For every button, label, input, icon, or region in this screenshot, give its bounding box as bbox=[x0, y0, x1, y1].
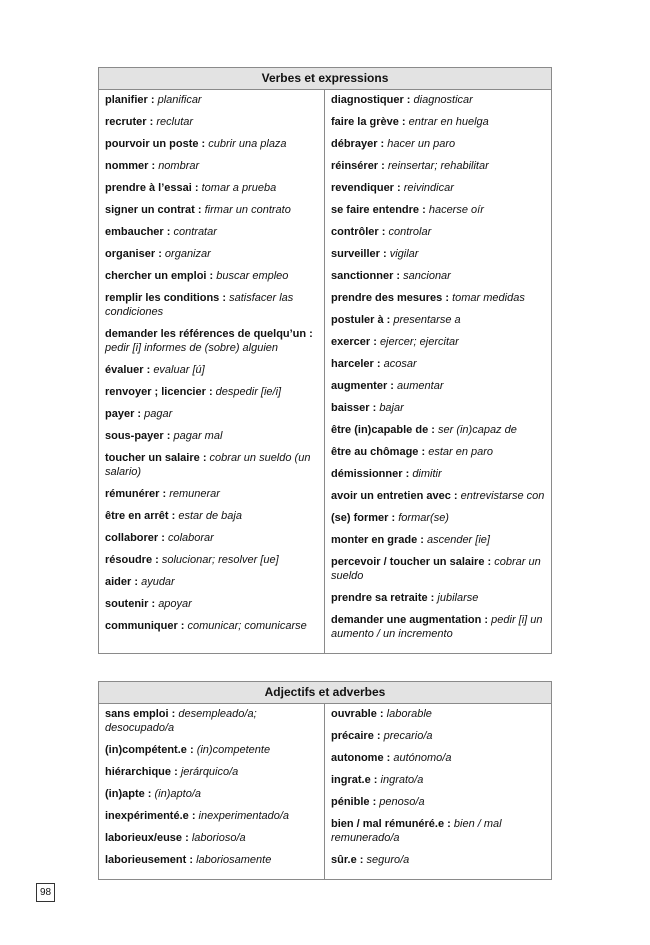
vocab-entry bbox=[105, 707, 318, 735]
vocab-translation: apoyar bbox=[158, 598, 192, 610]
vocab-translation: laboriosamente bbox=[196, 854, 272, 866]
vocab-entry bbox=[105, 407, 318, 421]
vocab-entry bbox=[331, 729, 545, 743]
vocab-entry bbox=[105, 553, 318, 567]
vocab-entry bbox=[105, 385, 318, 399]
vocab-term: sous-payer bbox=[105, 430, 164, 442]
vocab-translation: inexperimentado/a bbox=[198, 810, 290, 822]
vocab-translation: penoso/a bbox=[379, 796, 425, 808]
term-separator: : bbox=[369, 796, 380, 808]
vocab-translation: reivindicar bbox=[403, 182, 454, 194]
vocab-entry bbox=[331, 613, 545, 641]
vocab-entry bbox=[105, 787, 318, 801]
vocab-term: être en arrêt bbox=[105, 510, 169, 522]
vocab-translation: acosar bbox=[383, 358, 417, 370]
vocab-term: être (in)capable de bbox=[331, 424, 429, 436]
vocab-translation: contratar bbox=[173, 226, 217, 238]
vocab-entry bbox=[331, 203, 545, 217]
term-separator: : bbox=[481, 614, 492, 626]
term-separator: : bbox=[442, 292, 453, 304]
term-separator: : bbox=[377, 138, 388, 150]
vocab-entry bbox=[331, 817, 545, 845]
verbs-table-title: Verbes et expressions bbox=[99, 68, 551, 90]
vocab-term: inexpérimenté.e bbox=[105, 810, 189, 822]
vocab-term: autonome bbox=[331, 752, 384, 764]
vocab-term: monter en grade bbox=[331, 534, 418, 546]
vocab-term: débrayer bbox=[331, 138, 378, 150]
vocab-translation: (in)apto/a bbox=[154, 788, 201, 800]
term-separator: : bbox=[387, 380, 398, 392]
vocab-entry bbox=[331, 853, 545, 867]
vocab-entry bbox=[331, 335, 545, 349]
vocab-entry bbox=[331, 751, 545, 765]
vocab-term: signer un contrat bbox=[105, 204, 195, 216]
vocab-entry bbox=[105, 575, 318, 589]
vocab-translation: laborioso/a bbox=[191, 832, 246, 844]
vocab-translation: remunerar bbox=[169, 488, 220, 500]
vocab-entry bbox=[105, 619, 318, 633]
vocab-translation: pedir [i] un aumento / un incremento bbox=[331, 614, 543, 640]
vocab-entry bbox=[105, 487, 318, 501]
vocab-translation: nombrar bbox=[158, 160, 200, 172]
vocab-term: contrôler bbox=[331, 226, 379, 238]
term-separator: : bbox=[398, 116, 409, 128]
vocab-term: surveiller bbox=[331, 248, 380, 260]
term-separator: : bbox=[168, 510, 179, 522]
vocab-term: diagnostiquer bbox=[331, 94, 404, 106]
vocab-term: soutenir bbox=[105, 598, 149, 610]
vocab-entry bbox=[331, 489, 545, 503]
verbs-table-body bbox=[99, 90, 551, 653]
vocab-entry bbox=[331, 269, 545, 283]
vocab-term: communiquer bbox=[105, 620, 178, 632]
vocab-entry bbox=[105, 743, 318, 757]
vocab-entry bbox=[105, 269, 318, 283]
term-separator: : bbox=[450, 490, 461, 502]
vocab-translation: diagnosticar bbox=[413, 94, 473, 106]
vocab-term: sans emploi bbox=[105, 708, 169, 720]
vocab-entry bbox=[331, 247, 545, 261]
term-separator: : bbox=[158, 532, 168, 544]
vocab-entry bbox=[331, 115, 545, 129]
vocab-term: prendre des mesures bbox=[331, 292, 443, 304]
vocab-translation: solucionar; resolver [ue] bbox=[161, 554, 279, 566]
vocab-translation: despedir [ie/i] bbox=[215, 386, 282, 398]
vocab-entry bbox=[331, 313, 545, 327]
vocab-entry bbox=[105, 831, 318, 845]
vocab-term: toucher un salaire bbox=[105, 452, 200, 464]
vocab-translation: cubrir una plaza bbox=[208, 138, 287, 150]
vocab-translation: hacer un paro bbox=[387, 138, 456, 150]
vocab-translation: aumentar bbox=[397, 380, 444, 392]
vocab-translation: cobrar un sueldo (un salario) bbox=[105, 452, 311, 478]
vocab-entry bbox=[105, 809, 318, 823]
vocab-term: sûr.e bbox=[331, 854, 357, 866]
vocab-translation: reclutar bbox=[156, 116, 194, 128]
vocab-term: précaire bbox=[331, 730, 374, 742]
vocab-translation: ingrato/a bbox=[380, 774, 424, 786]
vocab-term: avoir un entretien avec bbox=[331, 490, 451, 502]
vocab-translation: laborable bbox=[386, 708, 432, 720]
vocab-entry bbox=[105, 327, 318, 355]
vocab-translation: estar de baja bbox=[178, 510, 242, 522]
term-separator: : bbox=[388, 512, 399, 524]
vocab-translation: pagar bbox=[144, 408, 173, 420]
vocab-term: aider bbox=[105, 576, 132, 588]
vocab-term: ingrat.e bbox=[331, 774, 371, 786]
vocab-entry bbox=[105, 451, 318, 479]
vocab-translation: comunicar; comunicarse bbox=[187, 620, 307, 632]
vocab-term: augmenter bbox=[331, 380, 388, 392]
term-separator: : bbox=[379, 248, 390, 260]
term-separator: : bbox=[402, 468, 413, 480]
term-separator: : bbox=[205, 386, 216, 398]
term-separator: : bbox=[146, 116, 157, 128]
verbs-right-column bbox=[325, 90, 551, 653]
term-separator: : bbox=[152, 554, 162, 566]
vocab-term: collaborer bbox=[105, 532, 159, 544]
vocab-translation: buscar empleo bbox=[216, 270, 289, 282]
vocab-term: demander les références de quelqu’un bbox=[105, 328, 307, 340]
vocab-entry bbox=[105, 203, 318, 217]
vocab-translation: evaluar [ú] bbox=[153, 364, 205, 376]
vocab-term: (in)apte bbox=[105, 788, 145, 800]
vocab-translation: tomar a prueba bbox=[201, 182, 277, 194]
vocab-translation: vigilar bbox=[389, 248, 419, 260]
term-separator: : bbox=[484, 556, 495, 568]
vocab-term: pourvoir un poste bbox=[105, 138, 199, 150]
term-separator: : bbox=[134, 408, 145, 420]
term-separator: : bbox=[428, 424, 438, 436]
adjectives-table-body bbox=[99, 704, 551, 879]
term-separator: : bbox=[383, 752, 394, 764]
term-separator: : bbox=[378, 226, 389, 238]
term-separator: : bbox=[403, 94, 414, 106]
term-separator: : bbox=[427, 592, 438, 604]
term-separator: : bbox=[393, 182, 404, 194]
vocab-term: exercer bbox=[331, 336, 371, 348]
term-separator: : bbox=[373, 358, 384, 370]
vocab-entry bbox=[331, 707, 545, 721]
vocab-entry bbox=[331, 445, 545, 459]
vocab-entry bbox=[331, 379, 545, 393]
vocab-entry bbox=[105, 137, 318, 151]
term-separator: : bbox=[378, 160, 388, 172]
vocab-translation: autónomo/a bbox=[393, 752, 452, 764]
vocab-entry bbox=[331, 467, 545, 481]
vocab-translation: seguro/a bbox=[366, 854, 410, 866]
term-separator: : bbox=[188, 810, 199, 822]
vocab-translation: dimitir bbox=[412, 468, 442, 480]
vocab-entry bbox=[331, 159, 545, 173]
term-separator: : bbox=[186, 744, 197, 756]
term-separator: : bbox=[376, 708, 387, 720]
vocab-term: demander une augmentation bbox=[331, 614, 482, 626]
term-separator: : bbox=[369, 402, 380, 414]
vocab-term: laborieusement bbox=[105, 854, 187, 866]
term-separator: : bbox=[370, 774, 381, 786]
vocab-entry bbox=[331, 225, 545, 239]
vocab-term: faire la grève bbox=[331, 116, 399, 128]
vocab-term: se faire entendre bbox=[331, 204, 420, 216]
adjectives-left-column bbox=[99, 704, 325, 879]
vocab-entry bbox=[105, 225, 318, 239]
term-separator: : bbox=[417, 534, 427, 546]
term-separator: : bbox=[147, 94, 158, 106]
vocab-term: renvoyer ; licencier bbox=[105, 386, 206, 398]
vocab-entry bbox=[331, 401, 545, 415]
term-separator: : bbox=[171, 766, 181, 778]
vocab-term: laborieux/euse bbox=[105, 832, 183, 844]
vocab-translation: entrar en huelga bbox=[408, 116, 489, 128]
vocab-translation: planificar bbox=[157, 94, 202, 106]
vocab-entry bbox=[105, 93, 318, 107]
vocab-term: baisser bbox=[331, 402, 370, 414]
term-separator: : bbox=[418, 446, 429, 458]
vocab-entry bbox=[105, 531, 318, 545]
term-separator: : bbox=[182, 832, 192, 844]
vocab-entry bbox=[105, 291, 318, 319]
vocab-translation: organizar bbox=[164, 248, 211, 260]
term-separator: : bbox=[373, 730, 384, 742]
vocab-translation: ascender [ie] bbox=[426, 534, 490, 546]
vocab-term: (se) former bbox=[331, 512, 389, 524]
term-separator: : bbox=[131, 576, 142, 588]
term-separator: : bbox=[148, 160, 159, 172]
vocab-translation: estar en paro bbox=[428, 446, 494, 458]
term-separator: : bbox=[444, 818, 454, 830]
vocab-entry bbox=[105, 853, 318, 867]
vocab-term: être au chômage bbox=[331, 446, 419, 458]
vocab-entry bbox=[331, 773, 545, 787]
vocab-term: recruter bbox=[105, 116, 147, 128]
term-separator: : bbox=[306, 328, 313, 340]
vocab-term: pénible bbox=[331, 796, 370, 808]
term-separator: : bbox=[370, 336, 380, 348]
term-separator: : bbox=[168, 708, 179, 720]
term-separator: : bbox=[356, 854, 367, 866]
vocab-translation: formar(se) bbox=[398, 512, 449, 524]
vocab-term: chercher un emploi bbox=[105, 270, 207, 282]
vocab-entry bbox=[105, 597, 318, 611]
vocab-entry bbox=[105, 181, 318, 195]
vocab-translation: jubilarse bbox=[437, 592, 479, 604]
vocab-translation: colaborar bbox=[167, 532, 214, 544]
vocab-term: (in)compétent.e bbox=[105, 744, 187, 756]
vocab-term: percevoir / toucher un salaire bbox=[331, 556, 485, 568]
vocab-translation: controlar bbox=[388, 226, 432, 238]
adjectives-table bbox=[98, 681, 552, 880]
term-separator: : bbox=[199, 452, 210, 464]
term-separator: : bbox=[219, 292, 230, 304]
verbs-table bbox=[98, 67, 552, 654]
vocab-term: nommer bbox=[105, 160, 149, 172]
vocab-term: organiser bbox=[105, 248, 156, 260]
vocab-term: hiérarchique bbox=[105, 766, 172, 778]
vocab-entry bbox=[331, 291, 545, 305]
vocab-term: remplir les conditions bbox=[105, 292, 220, 304]
term-separator: : bbox=[163, 226, 174, 238]
vocab-translation: jerárquico/a bbox=[180, 766, 239, 778]
vocab-translation: cobrar un sueldo bbox=[331, 556, 541, 582]
vocab-translation: presentarse a bbox=[393, 314, 461, 326]
vocab-term: évaluer bbox=[105, 364, 144, 376]
vocab-translation: ser (in)capaz de bbox=[437, 424, 517, 436]
term-separator: : bbox=[163, 430, 174, 442]
term-separator: : bbox=[144, 788, 155, 800]
vocab-entry bbox=[105, 429, 318, 443]
adjectives-table-title: Adjectifs et adverbes bbox=[99, 682, 551, 704]
vocab-translation: desempleado/a; desocupado/a bbox=[105, 708, 257, 734]
vocab-entry bbox=[331, 533, 545, 547]
term-separator: : bbox=[194, 204, 205, 216]
term-separator: : bbox=[155, 248, 165, 260]
vocab-entry bbox=[331, 423, 545, 437]
vocab-term: bien / mal rémunéré.e bbox=[331, 818, 445, 830]
vocab-translation: bien / mal remunerado/a bbox=[331, 818, 502, 844]
vocab-entry bbox=[331, 795, 545, 809]
vocab-translation: (in)competente bbox=[196, 744, 271, 756]
vocab-entry bbox=[105, 363, 318, 377]
vocab-translation: bajar bbox=[379, 402, 404, 414]
vocab-term: harceler bbox=[331, 358, 374, 370]
vocab-term: réinsérer bbox=[331, 160, 379, 172]
vocab-term: embaucher bbox=[105, 226, 164, 238]
vocab-translation: sancionar bbox=[403, 270, 451, 282]
vocab-entry bbox=[331, 511, 545, 525]
vocab-translation: entrevistarse con bbox=[460, 490, 545, 502]
vocab-term: payer bbox=[105, 408, 135, 420]
page-number: 98 bbox=[36, 883, 55, 902]
term-separator: : bbox=[383, 314, 394, 326]
term-separator: : bbox=[393, 270, 404, 282]
vocab-translation: reinsertar; rehabilitar bbox=[387, 160, 489, 172]
vocab-term: démissionner bbox=[331, 468, 403, 480]
term-separator: : bbox=[198, 138, 209, 150]
vocab-translation: pagar mal bbox=[173, 430, 223, 442]
vocab-entry bbox=[331, 555, 545, 583]
vocab-term: prendre à l’essai bbox=[105, 182, 192, 194]
vocab-term: revendiquer bbox=[331, 182, 394, 194]
vocab-entry bbox=[105, 765, 318, 779]
vocab-entry bbox=[105, 247, 318, 261]
term-separator: : bbox=[186, 854, 197, 866]
vocab-term: prendre sa retraite bbox=[331, 592, 428, 604]
term-separator: : bbox=[419, 204, 429, 216]
term-separator: : bbox=[148, 598, 159, 610]
vocab-entry bbox=[331, 93, 545, 107]
term-separator: : bbox=[177, 620, 188, 632]
vocab-translation: precario/a bbox=[383, 730, 433, 742]
vocab-entry bbox=[105, 159, 318, 173]
vocab-term: ouvrable bbox=[331, 708, 377, 720]
vocab-translation: ayudar bbox=[141, 576, 175, 588]
term-separator: : bbox=[206, 270, 217, 282]
vocab-translation: ejercer; ejercitar bbox=[379, 336, 459, 348]
vocab-term: postuler à bbox=[331, 314, 384, 326]
vocab-entry bbox=[105, 115, 318, 129]
vocab-term: planifier bbox=[105, 94, 148, 106]
vocab-translation: firmar un contrato bbox=[204, 204, 291, 216]
vocab-entry bbox=[331, 137, 545, 151]
vocab-translation: pedir [i] informes de (sobre) alguien bbox=[105, 342, 279, 354]
term-separator: : bbox=[191, 182, 202, 194]
term-separator: : bbox=[143, 364, 154, 376]
vocab-translation: satisfacer las condiciones bbox=[105, 292, 294, 318]
vocab-term: résoudre bbox=[105, 554, 153, 566]
vocab-translation: tomar medidas bbox=[452, 292, 525, 304]
verbs-left-column bbox=[99, 90, 325, 653]
vocab-entry bbox=[331, 591, 545, 605]
vocab-entry bbox=[105, 509, 318, 523]
adjectives-right-column bbox=[325, 704, 551, 879]
vocab-entry bbox=[331, 357, 545, 371]
vocab-term: sanctionner bbox=[331, 270, 394, 282]
term-separator: : bbox=[159, 488, 170, 500]
vocab-term: rémunérer bbox=[105, 488, 160, 500]
vocab-translation: hacerse oír bbox=[428, 204, 484, 216]
vocab-entry bbox=[331, 181, 545, 195]
